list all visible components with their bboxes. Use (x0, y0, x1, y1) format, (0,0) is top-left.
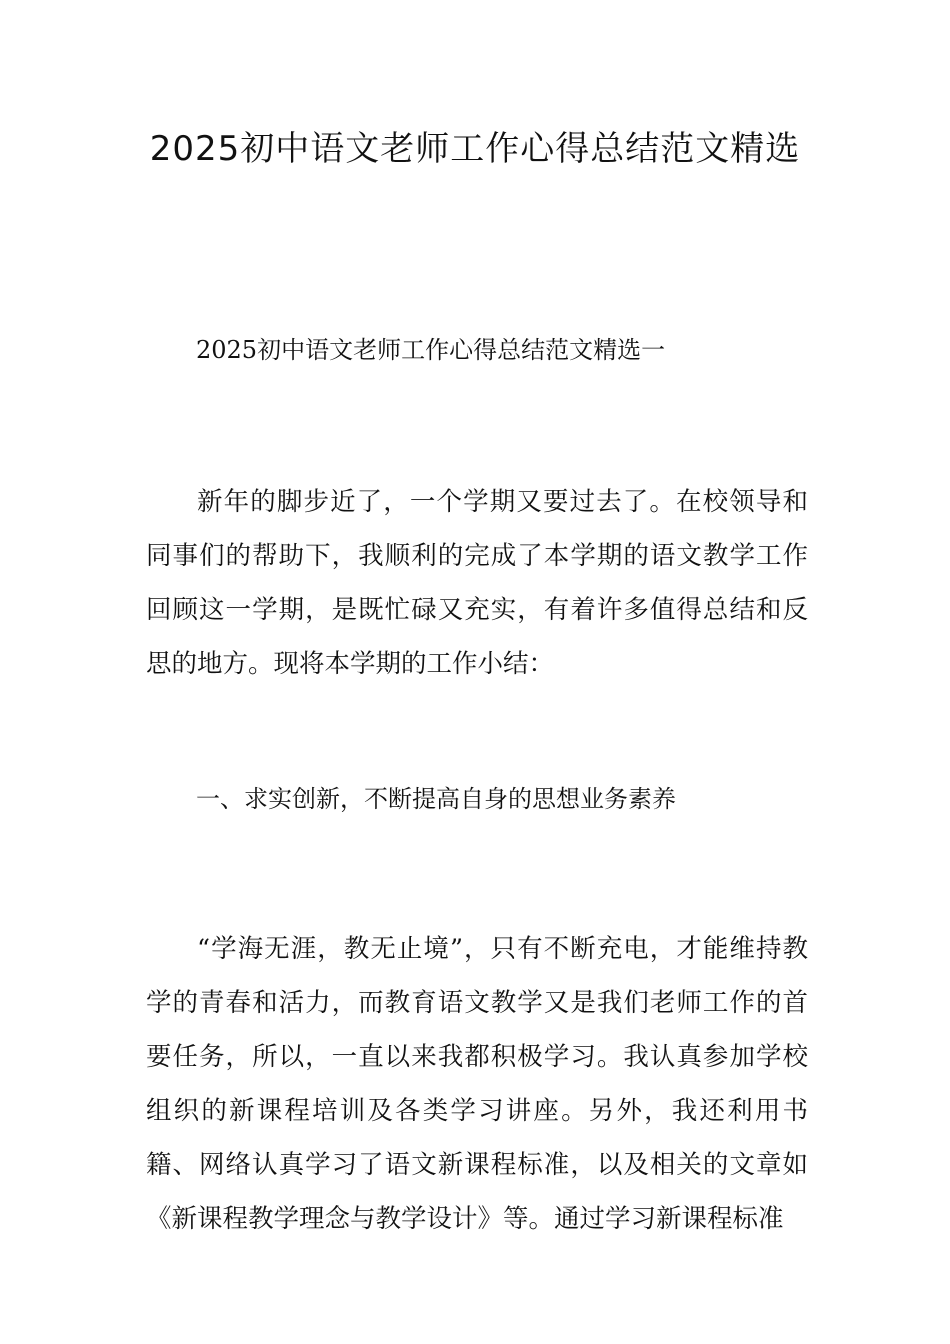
paragraph-intro: 新年的脚步近了，一个学期又要过去了。在校领导和同事们的帮助下，我顺利的完成了本学期的语文教学工作回顾这一学期，是既忙碌又充实，有着许多值得总结和反思的地方。现将本学期的工作小结： (146, 487, 808, 679)
paragraph-learning: “学海无涯，教无止境”，只有不断充电，才能维持教学的青春和活力，而教育语文教学又是我们老师工作的首要任务，所以，一直以来我都积极学习。我认真参加学校组织的新课程培训及各类学习讲座。另外，我还利用书籍、网络认真学习了语文新课程标准，以及相关的文章如《新课程教学理念与教学设计》等。通过学习新课程标准 (146, 934, 808, 1234)
document-title: 2025初中语文老师工作心得总结范文精选 (149, 129, 801, 169)
article-subtitle: 2025初中语文老师工作心得总结范文精选一 (196, 336, 666, 364)
section-heading-1: 一、求实创新，不断提高自身的思想业务素养 (196, 785, 676, 813)
